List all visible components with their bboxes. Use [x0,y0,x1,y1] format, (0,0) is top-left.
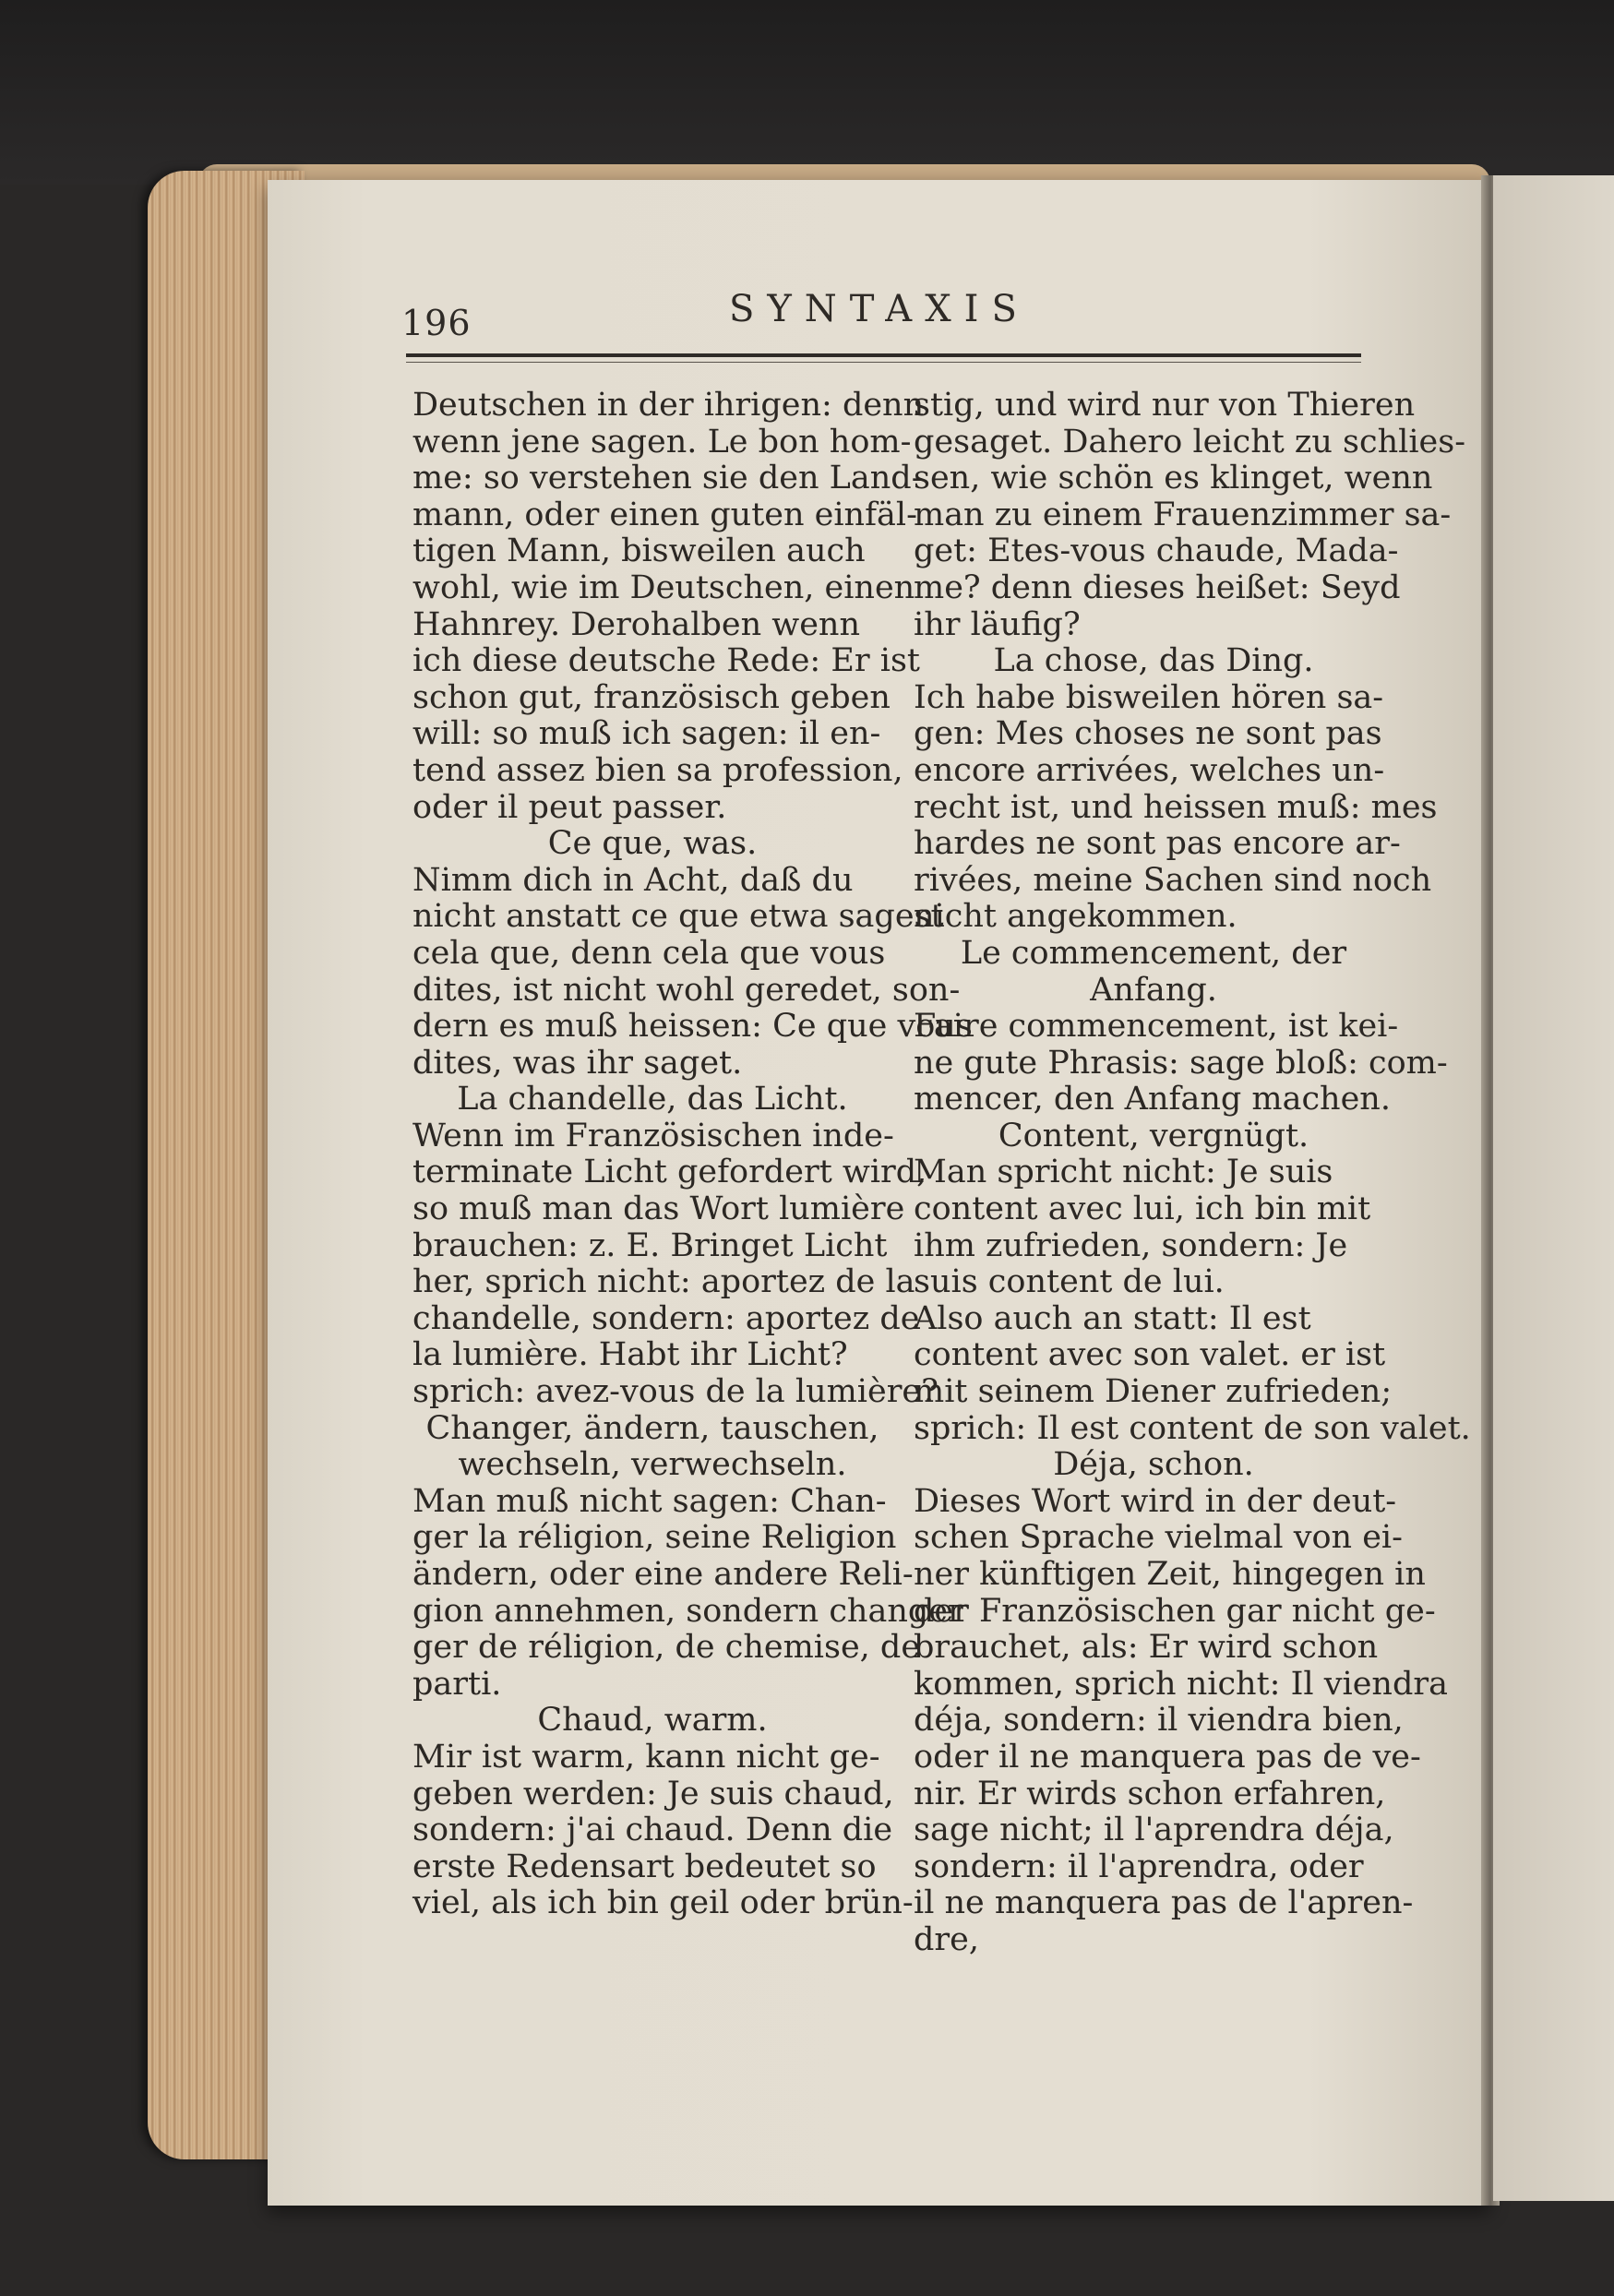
text-line: ihr läufig? [914,605,1081,643]
text-line: Anfang. [1090,971,1217,1009]
text-line: hardes ne sont pas encore ar- [914,825,1401,863]
text-line: me: so verstehen sie den Land- [412,460,923,497]
text-line: schen Sprache vielmal von ei- [914,1519,1403,1557]
text-line: oder il ne manquera pas de ve- [914,1738,1421,1776]
text-line: Mir ist warm, kann nicht ge- [412,1738,880,1776]
text-line: wechseln, verwechseln. [458,1446,847,1484]
text-line: will: so muß ich sagen: il en- [412,715,881,753]
header-rule-thin [406,362,1361,363]
text-line: geben werden: Je suis chaud, [412,1775,894,1812]
text-line: erste Redensart bedeutet so [412,1848,877,1885]
text-line: sondern: il l'aprendra, oder [914,1848,1364,1885]
text-line: Ce que, was. [547,825,758,863]
text-line: viel, als ich bin geil oder brün- [412,1884,914,1922]
text-line: wohl, wie im Deutschen, einen [412,568,915,606]
text-line: rivées, meine Sachen sind noch [914,861,1432,899]
text-line: ger la réligion, seine Religion [412,1519,897,1557]
text-line: Deutschen in der ihrigen: denn [412,387,925,424]
text-line: recht ist, und heissen muß: mes [914,788,1438,826]
page-header [401,277,1361,343]
text-line: nicht angekommen. [914,898,1237,936]
text-line: Changer, ändern, tauschen, [425,1409,879,1447]
text-line: man zu einem Frauenzimmer sa- [914,496,1452,533]
text-line: Nimm dich in Acht, daß du [412,861,854,899]
page-number: 196 [401,303,472,343]
text-line: brauchen: z. E. Bringet Licht [412,1226,888,1264]
text-line: schon gut, französisch geben [412,678,891,716]
text-line: ger de réligion, de chemise, de [412,1629,921,1667]
text-line: ändern, oder eine andere Reli- [412,1556,914,1593]
text-line: il ne manquera pas de l'apren- [914,1884,1414,1922]
text-line: ne gute Phrasis: sage bloß: com- [914,1044,1448,1082]
text-line: Man muß nicht sagen: Chan- [412,1482,887,1520]
text-line: gen: Mes choses ne sont pas [914,715,1382,753]
text-line: Chaud, warm. [537,1702,768,1740]
text-line: Déja, schon. [1053,1446,1254,1484]
text-line: brauchet, als: Er wird schon [914,1629,1379,1667]
text-line: La chandelle, das Licht. [457,1081,848,1118]
text-line: gion annehmen, sondern changer [412,1592,963,1630]
text-line: content avec lui, ich bin mit [914,1190,1371,1228]
text-line: tend assez bien sa profession, [412,751,903,789]
facing-page-edge [1493,175,1614,2201]
text-line: ner künftigen Zeit, hingegen in [914,1556,1426,1593]
text-column-right [914,387,1471,1959]
text-line: mann, oder einen guten einfäl- [412,496,917,533]
text-line: la lumière. Habt ihr Licht? [412,1336,848,1374]
text-line: tigen Mann, bisweilen auch [412,532,866,570]
text-line: Dieses Wort wird in der deut- [914,1482,1397,1520]
text-line: sen, wie schön es klinget, wenn [914,460,1433,497]
text-line: ihm zufrieden, sondern: Je [914,1226,1348,1264]
text-line: suis content de lui. [914,1263,1225,1301]
text-line: Ich habe bisweilen hören sa- [914,678,1384,716]
header-rule [406,353,1361,357]
text-line: sprich: Il est content de son valet. [914,1409,1471,1447]
text-line: dern es muß heissen: Ce que vous [412,1008,973,1046]
text-line: wenn jene sagen. Le bon hom- [412,423,912,460]
text-line: sondern: j'ai chaud. Denn die [412,1812,893,1849]
text-line: nicht anstatt ce que etwa sagest [412,898,944,936]
text-line: oder il peut passer. [412,788,727,826]
text-line: sprich: avez-vous de la lumière? [412,1373,939,1411]
text-column-left [412,387,973,1922]
text-line: Also auch an statt: Il est [914,1299,1311,1337]
text-line: Le commencement, der [960,934,1347,972]
text-line: der Französischen gar nicht ge- [914,1592,1436,1630]
text-line: mencer, den Anfang machen. [914,1081,1391,1118]
text-line: chandelle, sondern: aportez de [412,1299,920,1337]
text-line: Man spricht nicht: Je suis [914,1154,1333,1191]
text-line: kommen, sprich nicht: Il viendra [914,1665,1448,1703]
text-line: dre, [914,1920,979,1958]
text-line: so muß man das Wort lumière [412,1190,905,1228]
text-line: encore arrivées, welches un- [914,751,1385,789]
text-line: gesaget. Dahero leicht zu schlies- [914,423,1466,460]
text-line: cela que, denn cela que vous [412,934,886,972]
text-line: Content, vergnügt. [998,1117,1309,1154]
text-line: nir. Er wirds schon erfahren, [914,1775,1386,1812]
text-line: me? denn dieses heißet: Seyd [914,568,1401,606]
background [0,0,1614,185]
text-line: mit seinem Diener zufrieden; [914,1373,1393,1411]
text-line: dites, was ihr saget. [412,1044,743,1082]
text-line: content avec son valet. er ist [914,1336,1386,1374]
text-line: stig, und wird nur von Thieren [914,387,1416,424]
text-line: parti. [412,1665,502,1703]
text-line: terminate Licht gefordert wird, [412,1154,927,1191]
text-line: La chose, das Ding. [993,642,1314,680]
text-line: get: Etes-vous chaude, Mada- [914,532,1399,570]
text-line: ich diese deutsche Rede: Er ist [412,642,920,680]
running-head: SYNTAXIS [729,288,1030,330]
text-line: Wenn im Französischen inde- [412,1117,894,1154]
text-line: Faire commencement, ist kei- [914,1008,1399,1046]
text-line: déja, sondern: il viendra bien, [914,1702,1404,1740]
text-line: dites, ist nicht wohl geredet, son- [412,971,961,1009]
text-line: her, sprich nicht: aportez de la [412,1263,915,1301]
text-line: sage nicht; il l'aprendra déja, [914,1812,1394,1849]
text-line: Hahnrey. Derohalben wenn [412,605,861,643]
